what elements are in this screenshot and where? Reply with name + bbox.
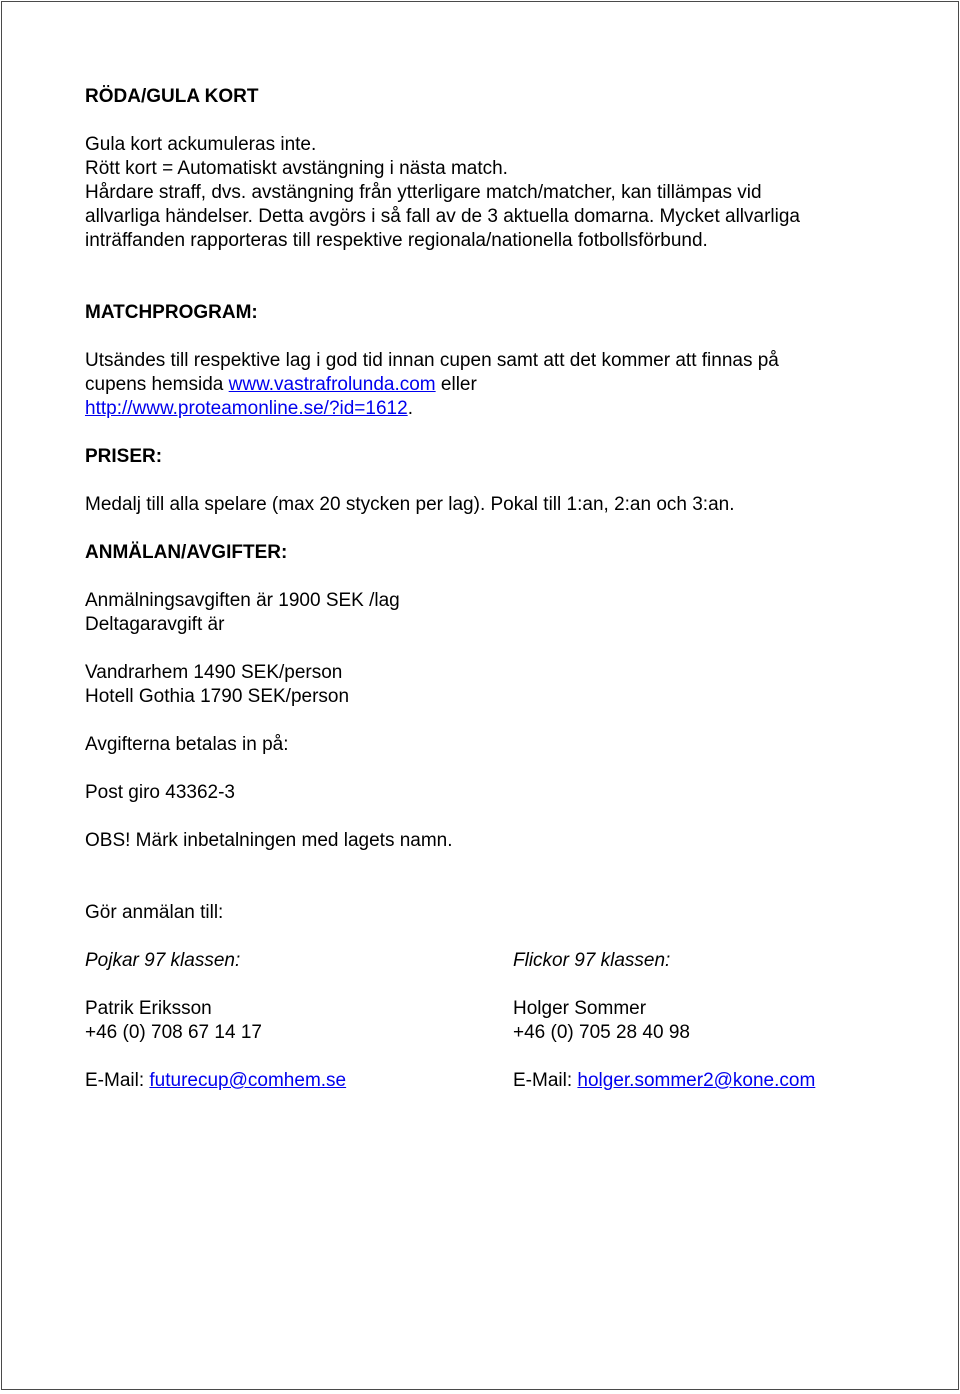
- matchprogram-text: eller: [435, 374, 477, 395]
- proteam-link[interactable]: http://www.proteamonline.se/?id=1612: [85, 398, 408, 419]
- matchprogram-line: [85, 397, 885, 421]
- girls-email-line: [513, 1069, 815, 1093]
- avgifter-heading: ANMÄLAN/AVGIFTER:: [85, 542, 288, 563]
- participant-fee-line: Deltagaravgift är: [85, 614, 225, 635]
- girls-contact-phone: +46 (0) 705 28 40 98: [513, 1022, 690, 1043]
- matchprogram-heading: MATCHPROGRAM:: [85, 302, 258, 323]
- hostel-price: Vandrarhem 1490 SEK/person: [85, 662, 343, 683]
- giro-number: Post giro 43362-3: [85, 782, 235, 803]
- cards-line: allvarliga händelser. Detta avgörs i så fall av de 3 aktuella domarna. Mycket allvarliga: [85, 206, 800, 227]
- document-content: [85, 85, 885, 1093]
- boys-contact-name: Patrik Eriksson: [85, 998, 212, 1019]
- document-page: [1, 1, 959, 1390]
- matchprogram-line: [85, 373, 885, 397]
- cards-line: Rött kort = Automatiskt avstängning i nästa match.: [85, 158, 508, 179]
- registration-label: Gör anmälan till:: [85, 902, 224, 923]
- girls-email-link[interactable]: holger.sommer2@kone.com: [577, 1070, 816, 1091]
- boys-contact: [85, 949, 346, 1093]
- email-label: E-Mail:: [513, 1070, 578, 1091]
- website-link[interactable]: www.vastrafrolunda.com: [228, 374, 436, 395]
- matchprogram-text: cupens hemsida: [85, 374, 229, 395]
- payment-note: OBS! Märk inbetalningen med lagets namn.: [85, 830, 453, 851]
- boys-class-label: Pojkar 97 klassen:: [85, 950, 241, 971]
- boys-contact-phone: +46 (0) 708 67 14 17: [85, 1022, 262, 1043]
- cards-heading: RÖDA/GULA KORT: [85, 86, 259, 107]
- girls-class-label: Flickor 97 klassen:: [513, 950, 671, 971]
- girls-contact: [513, 949, 815, 1093]
- matchprogram-line: Utsändes till respektive lag i god tid innan cupen samt att det kommer att finnas på: [85, 350, 779, 371]
- matchprogram-text: .: [407, 398, 413, 419]
- cards-line: inträffanden rapporteras till respektive regionala/nationella fotbollsförbund.: [85, 230, 708, 251]
- hotel-price: Hotell Gothia 1790 SEK/person: [85, 686, 350, 707]
- girls-contact-name: Holger Sommer: [513, 998, 647, 1019]
- payment-label: Avgifterna betalas in på:: [85, 734, 289, 755]
- boys-email-line: [85, 1069, 346, 1093]
- priser-heading: PRISER:: [85, 446, 163, 467]
- boys-email-link[interactable]: futurecup@comhem.se: [149, 1070, 347, 1091]
- contacts: [85, 949, 885, 1093]
- email-label: E-Mail:: [85, 1070, 150, 1091]
- cards-line: Hårdare straff, dvs. avstängning från ytterligare match/matcher, kan tillämpas vid: [85, 182, 762, 203]
- cards-line: Gula kort ackumuleras inte.: [85, 134, 317, 155]
- fee-line: Anmälningsavgiften är 1900 SEK /lag: [85, 590, 400, 611]
- priser-text: Medalj till alla spelare (max 20 stycken per lag). Pokal till 1:an, 2:an och 3:an.: [85, 494, 735, 515]
